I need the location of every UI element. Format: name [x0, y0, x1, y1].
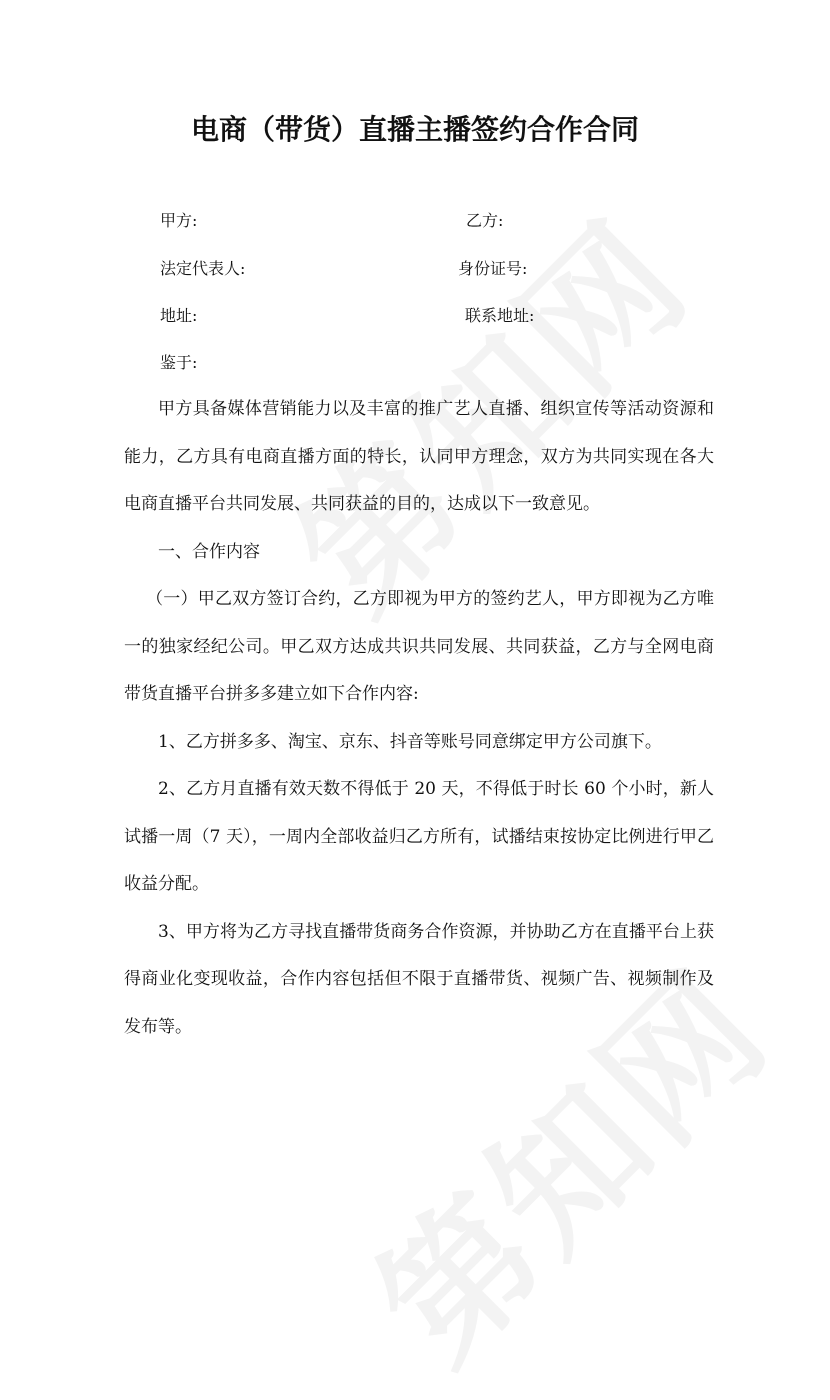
contract-body	[124, 386, 714, 1051]
paragraph-clause-1: （一）甲乙双方签订合约，乙方即视为甲方的签约艺人，甲方即视为乙方唯一的独家经纪公司。甲乙双方达成共识共同发展、共同获益，乙方与全网电商带货直播平台拼多多建立如下合作内容:	[124, 589, 714, 704]
party-b-label: 乙方:	[466, 211, 504, 230]
id-number-label: 身份证号:	[458, 259, 528, 278]
paragraph-item-3: 3、甲方将为乙方寻找直播带货商务合作资源，并协助乙方在直播平台上获得商业化变现收益，合作内容包括但不限于直播带货、视频广告、视频制作及发布等。	[124, 921, 714, 1037]
paragraph-item-2: 2、乙方月直播有效天数不得低于 20 天，不得低于时长 60 个小时，新人试播一周（7 天），一周内全部收益归乙方所有，试播结束按协定比例进行甲乙收益分配。	[124, 779, 714, 894]
legal-rep-label: 法定代表人:	[160, 259, 246, 278]
contact-address-label: 联系地址:	[465, 306, 535, 325]
address-label: 地址:	[160, 306, 198, 325]
contract-title: 电商（带货）直播主播签约合作合同	[190, 113, 639, 146]
whereas-label: 鉴于:	[160, 353, 198, 372]
paragraph-whereas: 甲方具备媒体营销能力以及丰富的推广艺人直播、组织宣传等活动资源和能力，乙方具有电商直播方面的特长，认同甲方理念，双方为共同实现在各大电商直播平台共同发展、共同获益的目的，达成以下一致意见。	[124, 399, 714, 514]
party-a-label: 甲方:	[160, 211, 198, 230]
section-heading-cooperation: 一、合作内容	[158, 541, 260, 562]
paragraph-item-1: 1、乙方拼多多、淘宝、京东、抖音等账号同意绑定甲方公司旗下。	[158, 731, 662, 752]
